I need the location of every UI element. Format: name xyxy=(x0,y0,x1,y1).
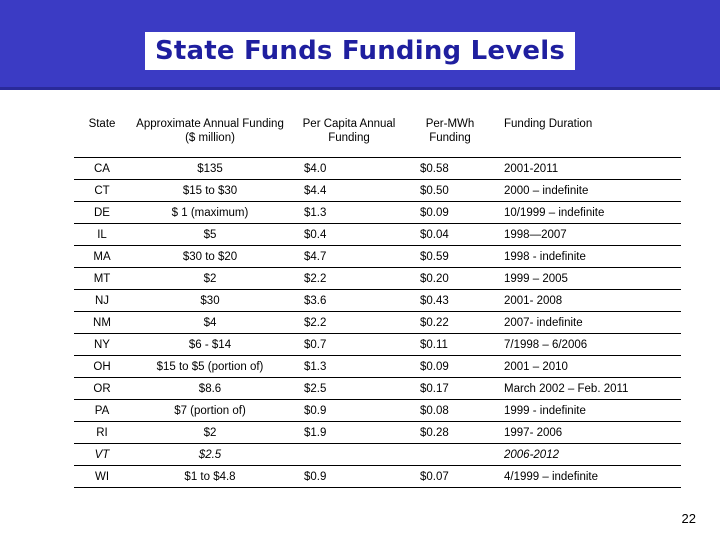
cell-duration: 7/1998 – 6/2006 xyxy=(492,334,681,356)
cell-per-capita: $3.6 xyxy=(290,290,408,312)
cell-per-mwh: $0.17 xyxy=(408,378,492,400)
header-duration: Funding Duration xyxy=(492,110,681,158)
cell-per-capita: $0.7 xyxy=(290,334,408,356)
cell-duration: 1999 - indefinite xyxy=(492,400,681,422)
cell-per-capita: $4.7 xyxy=(290,246,408,268)
cell-per-capita: $4.0 xyxy=(290,158,408,180)
table-header-row xyxy=(74,110,681,158)
table-row xyxy=(74,312,681,334)
cell-per-capita: $4.4 xyxy=(290,180,408,202)
cell-state: OR xyxy=(74,378,130,400)
cell-annual-funding: $30 to $20 xyxy=(130,246,290,268)
cell-state: CA xyxy=(74,158,130,180)
cell-duration: March 2002 – Feb. 2011 xyxy=(492,378,681,400)
cell-per-capita: $1.3 xyxy=(290,202,408,224)
cell-duration: 4/1999 – indefinite xyxy=(492,466,681,488)
header-per-capita: Per Capita Annual Funding xyxy=(290,110,408,158)
cell-state: CT xyxy=(74,180,130,202)
cell-duration: 1998—2007 xyxy=(492,224,681,246)
cell-annual-funding: $2.5 xyxy=(130,444,290,466)
cell-duration: 1997- 2006 xyxy=(492,422,681,444)
table-row xyxy=(74,290,681,312)
title-banner xyxy=(0,0,720,90)
cell-annual-funding: $4 xyxy=(130,312,290,334)
cell-per-capita: $0.9 xyxy=(290,466,408,488)
cell-per-mwh: $0.07 xyxy=(408,466,492,488)
cell-per-mwh: $0.50 xyxy=(408,180,492,202)
cell-per-capita: $1.3 xyxy=(290,356,408,378)
cell-state: NM xyxy=(74,312,130,334)
table-row xyxy=(74,180,681,202)
cell-duration: 2001-2011 xyxy=(492,158,681,180)
cell-per-capita: $1.9 xyxy=(290,422,408,444)
cell-per-mwh: $0.09 xyxy=(408,356,492,378)
cell-duration: 2001 – 2010 xyxy=(492,356,681,378)
header-per-mwh: Per-MWh Funding xyxy=(408,110,492,158)
cell-annual-funding: $135 xyxy=(130,158,290,180)
cell-state: MT xyxy=(74,268,130,290)
cell-duration: 1998 - indefinite xyxy=(492,246,681,268)
cell-state: IL xyxy=(74,224,130,246)
table-row xyxy=(74,158,681,180)
cell-annual-funding: $7 (portion of) xyxy=(130,400,290,422)
table-row xyxy=(74,356,681,378)
header-state: State xyxy=(74,110,130,158)
table-row xyxy=(74,246,681,268)
title-box xyxy=(145,32,575,70)
cell-per-mwh: $0.04 xyxy=(408,224,492,246)
cell-annual-funding: $8.6 xyxy=(130,378,290,400)
table-row xyxy=(74,444,681,466)
cell-duration: 2000 – indefinite xyxy=(492,180,681,202)
slide-title: State Funds Funding Levels xyxy=(155,35,565,66)
cell-annual-funding: $30 xyxy=(130,290,290,312)
cell-duration: 1999 – 2005 xyxy=(492,268,681,290)
table-row xyxy=(74,224,681,246)
cell-state: OH xyxy=(74,356,130,378)
header-annual-funding: Approximate Annual Funding ($ million) xyxy=(130,110,290,158)
page-number: 22 xyxy=(681,511,696,526)
cell-annual-funding: $1 to $4.8 xyxy=(130,466,290,488)
cell-per-mwh: $0.09 xyxy=(408,202,492,224)
cell-duration: 10/1999 – indefinite xyxy=(492,202,681,224)
cell-per-capita: $0.9 xyxy=(290,400,408,422)
cell-state: DE xyxy=(74,202,130,224)
cell-state: NJ xyxy=(74,290,130,312)
funding-table xyxy=(74,110,681,488)
cell-state: WI xyxy=(74,466,130,488)
cell-per-capita xyxy=(290,444,408,466)
cell-state: VT xyxy=(74,444,130,466)
table-row xyxy=(74,400,681,422)
cell-per-capita: $0.4 xyxy=(290,224,408,246)
table-row xyxy=(74,466,681,488)
cell-annual-funding: $15 to $30 xyxy=(130,180,290,202)
table-row xyxy=(74,202,681,224)
cell-duration: 2006-2012 xyxy=(492,444,681,466)
cell-per-mwh: $0.11 xyxy=(408,334,492,356)
table-row xyxy=(74,334,681,356)
cell-per-mwh: $0.28 xyxy=(408,422,492,444)
cell-annual-funding: $6 - $14 xyxy=(130,334,290,356)
cell-annual-funding: $2 xyxy=(130,422,290,444)
table-row xyxy=(74,422,681,444)
cell-per-mwh: $0.22 xyxy=(408,312,492,334)
cell-per-capita: $2.2 xyxy=(290,268,408,290)
cell-per-mwh: $0.20 xyxy=(408,268,492,290)
table-row xyxy=(74,268,681,290)
cell-duration: 2007- indefinite xyxy=(492,312,681,334)
cell-per-mwh: $0.08 xyxy=(408,400,492,422)
table-row xyxy=(74,378,681,400)
cell-state: RI xyxy=(74,422,130,444)
cell-per-capita: $2.5 xyxy=(290,378,408,400)
cell-duration: 2001- 2008 xyxy=(492,290,681,312)
cell-annual-funding: $5 xyxy=(130,224,290,246)
cell-per-capita: $2.2 xyxy=(290,312,408,334)
cell-state: PA xyxy=(74,400,130,422)
cell-annual-funding: $2 xyxy=(130,268,290,290)
cell-per-mwh: $0.43 xyxy=(408,290,492,312)
cell-state: NY xyxy=(74,334,130,356)
cell-annual-funding: $15 to $5 (portion of) xyxy=(130,356,290,378)
cell-annual-funding: $ 1 (maximum) xyxy=(130,202,290,224)
cell-per-mwh: $0.59 xyxy=(408,246,492,268)
cell-per-mwh: $0.58 xyxy=(408,158,492,180)
cell-state: MA xyxy=(74,246,130,268)
cell-per-mwh xyxy=(408,444,492,466)
